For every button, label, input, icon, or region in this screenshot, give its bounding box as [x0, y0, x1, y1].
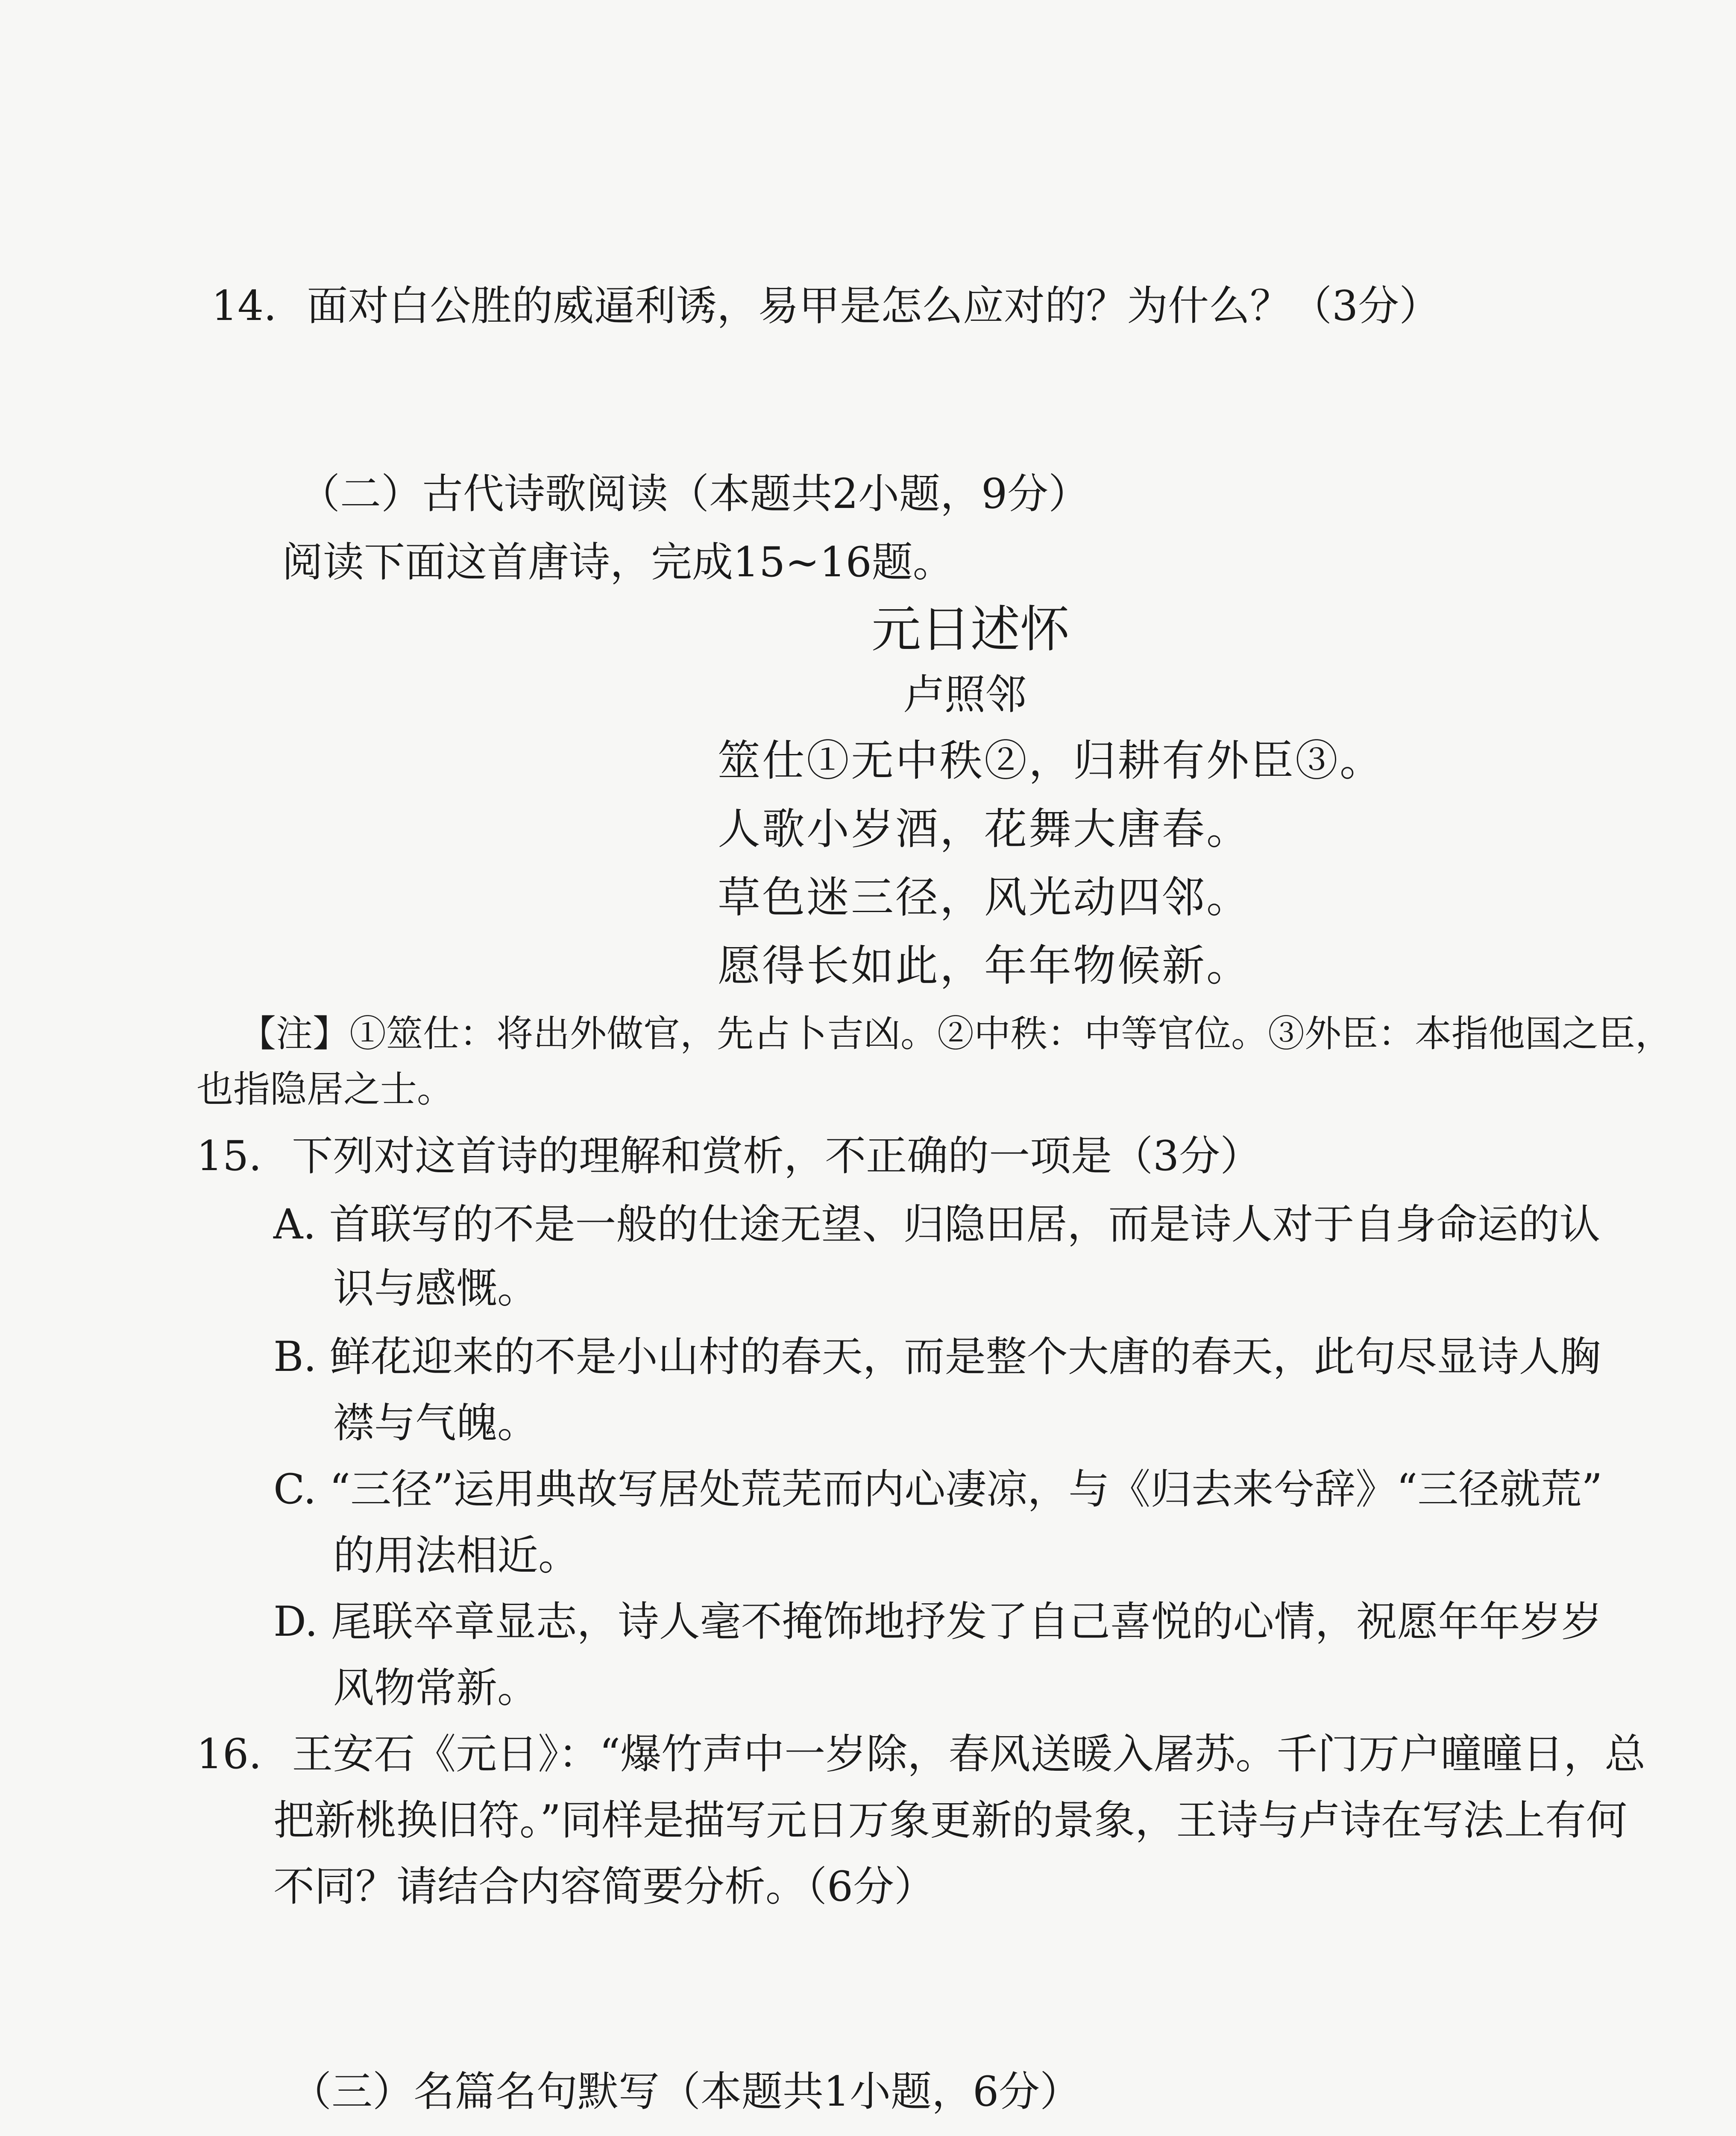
q15-option-b-line2: 襟与气魄。 — [333, 1399, 538, 1447]
q15-stem-text: 下列对这首诗的理解和赏析，不正确的一项是（3分） — [292, 1132, 1261, 1180]
q15-option-d-line2: 风物常新。 — [333, 1664, 538, 1712]
section3-heading: （三）名篇名句默写（本题共1小题，6分） — [290, 2068, 1081, 2115]
q16-line-1 — [196, 1722, 1645, 1780]
q16-line-1-text: 王安石《元日》：“爆竹声中一岁除，春风送暖入屠苏。千门万户曈曈日，总 — [292, 1730, 1646, 1778]
q15-option-a-line1: A. 首联写的不是一般的仕途无望、归隐田居，而是诗人对于自身命运的认 — [273, 1200, 1601, 1248]
q16-line-3: 不同？请结合内容简要分析。（6分） — [273, 1863, 935, 1910]
q15-option-c-line1: C. “三径”运用典故写居处荒芜而内心凄凉，与《归去来兮辞》“三径就荒” — [273, 1465, 1603, 1513]
q16-line-2: 把新桃换旧符。”同样是描写元日万象更新的景象，王诗与卢诗在写法上有何 — [273, 1796, 1628, 1844]
q15-option-a-line2: 识与感慨。 — [333, 1265, 538, 1312]
q15-option-d-line1: D. 尾联卒章显志，诗人毫不掩饰地抒发了自己喜悦的心情，祝愿年年岁岁 — [273, 1598, 1602, 1646]
q14-number: 14. — [211, 282, 277, 330]
poem-line-1: 筮仕①无中秩②，归耕有外臣③。 — [718, 736, 1384, 786]
poem-line-3: 草色迷三径，风光动四邻。 — [718, 872, 1251, 922]
section2-instruction: 阅读下面这首唐诗，完成15~16题。 — [282, 538, 954, 586]
q15-stem — [196, 1124, 1261, 1182]
q15-option-c-line2: 的用法相近。 — [333, 1532, 579, 1579]
poem-line-4: 愿得长如此，年年物候新。 — [718, 941, 1251, 991]
note-line-2: 也指隐居之士。 — [196, 1068, 454, 1111]
q14 — [211, 273, 1440, 332]
q15-number: 15. — [196, 1132, 262, 1180]
q16-number: 16. — [196, 1730, 262, 1778]
poem-author: 卢照邻 — [903, 671, 1026, 719]
q14-text: 面对白公胜的威逼利诱，易甲是怎么应对的？为什么？（3分） — [307, 282, 1440, 330]
q17-stem — [196, 2127, 994, 2136]
note-line-1: 【注】①筮仕：将出外做官，先占卜吉凶。②中秩：中等官位。③外臣：本指他国之臣， — [239, 1012, 1672, 1055]
poem-title: 元日述怀 — [871, 601, 1070, 658]
q15-option-b-line1: B. 鲜花迎来的不是小山村的春天，而是整个大唐的春天，此句尽显诗人胸 — [273, 1333, 1601, 1381]
poem-line-2: 人歌小岁酒，花舞大唐春。 — [718, 804, 1251, 854]
section2-heading: （二）古代诗歌阅读（本题共2小题，9分） — [299, 470, 1090, 518]
